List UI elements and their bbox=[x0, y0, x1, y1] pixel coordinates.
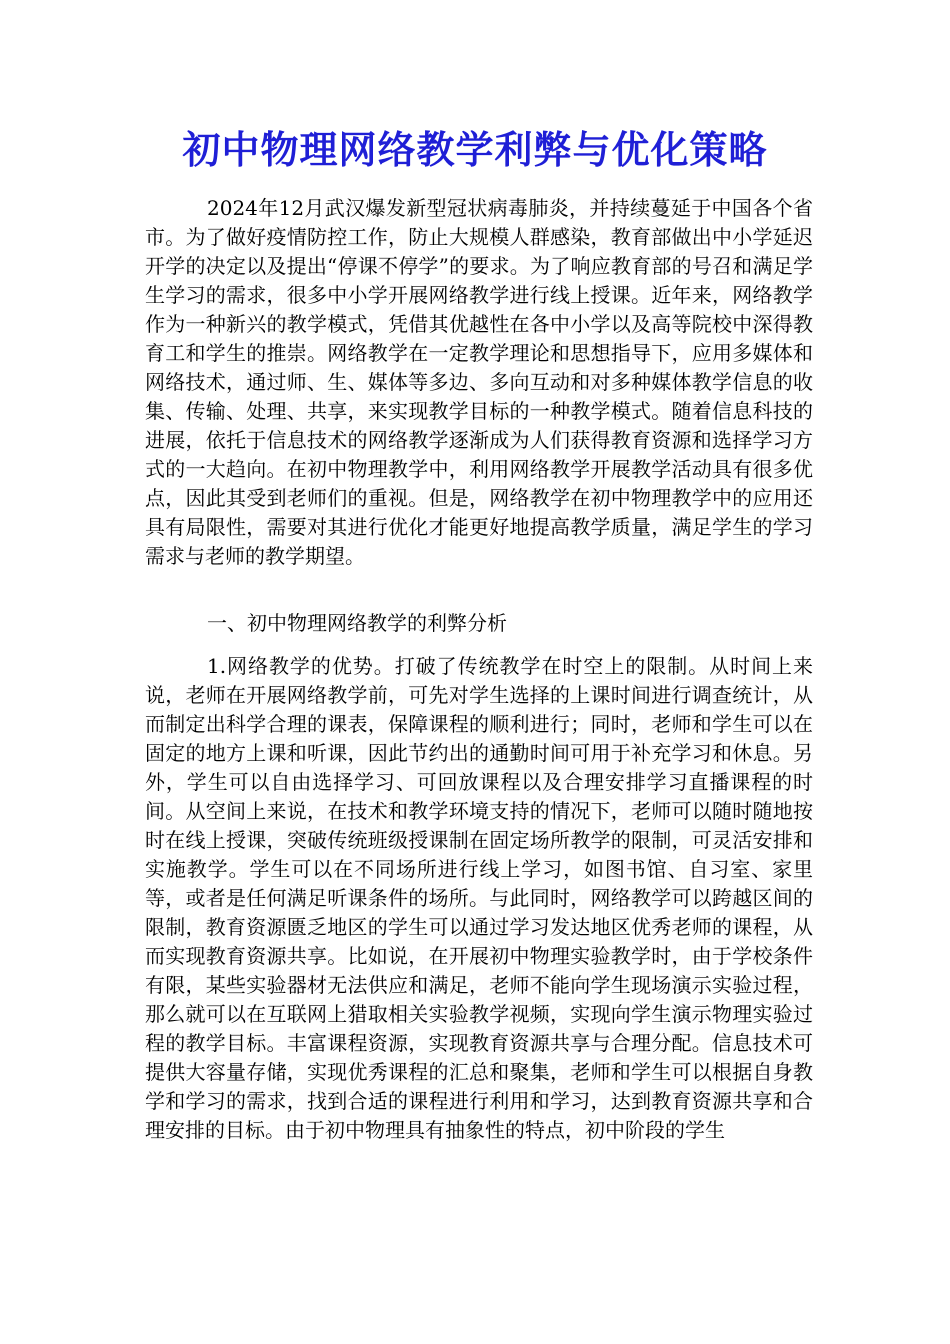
section-heading: 一、初中物理网络教学的利弊分析 bbox=[207, 611, 507, 635]
paragraph-intro: 2024年12月武汉爆发新型冠状病毒肺炎，并持续蔓延于中国各个省市。为了做好疫情防控工作，防止大规模人群感染，教育部做出中小学延迟开学的决定以及提出“停课不停学”的要求。为了响应教育部的号召和满足学生学习的需求，很多中小学开展网络教学进行线上授课。近年来，网络教学作为一种新兴的教学模式，凭借其优越性在各中小学以及高等院校中深得教育工和学生的推崇。网络教学在一定教学理论和思想指导下，应用多媒体和网络技术，通过师、生、媒体等多边、多向互动和对多种媒体教学信息的收集、传输、处理、共享，来实现教学目标的一种教学模式。随着信息科技的进展，依托于信息技术的网络教学逐渐成为人们获得教育资源和选择学习方式的一大趋向。在初中物理教学中，利用网络教学开展教学活动具有很多优点，因此其受到老师们的重视。但是，网络教学在初中物理教学中的应用还具有局限性，需要对其进行优化才能更好地提高教学质量，满足学生的学习需求与老师的教学期望。 bbox=[145, 196, 813, 568]
paragraph-advantages: 1.网络教学的优势。打破了传统教学在时空上的限制。从时间上来说，老师在开展网络教学前，可先对学生选择的上课时间进行调查统计，从而制定出科学合理的课表，保障课程的顺利进行；同时，老师和学生可以在固定的地方上课和听课，因此节约出的通勤时间可用于补充学习和休息。另外，学生可以自由选择学习、可回放课程以及合理安排学习直播课程的时间。从空间上来说，在技术和教学环境支持的情况下，老师可以随时随地按时在线上授课，突破传统班级授课制在固定场所教学的限制，可灵活安排和实施教学。学生可以在不同场所进行线上学习，如图书馆、自习室、家里等，或者是任何满足听课条件的场所。与此同时，网络教学可以跨越区间的限制，教育资源匮乏地区的学生可以通过学习发达地区优秀老师的课程，从而实现教育资源共享。比如说，在开展初中物理实验教学时，由于学校条件有限，某些实验器材无法供应和满足，老师不能向学生现场演示实验过程，那么就可以在互联网上猎取相关实验教学视频，实现向学生演示物理实验过程的教学目标。丰富课程资源，实现教育资源共享与合理分配。信息技术可提供大容量存储，实现优秀课程的汇总和聚集，老师和学生可以根据自身教学和学习的需求，找到合适的课程进行利用和学习，达到教育资源共享和合理安排的目标。由于初中物理具有抽象性的特点，初中阶段的学生 bbox=[145, 654, 813, 1142]
document-title: 初中物理网络教学利弊与优化策略 bbox=[182, 127, 768, 172]
